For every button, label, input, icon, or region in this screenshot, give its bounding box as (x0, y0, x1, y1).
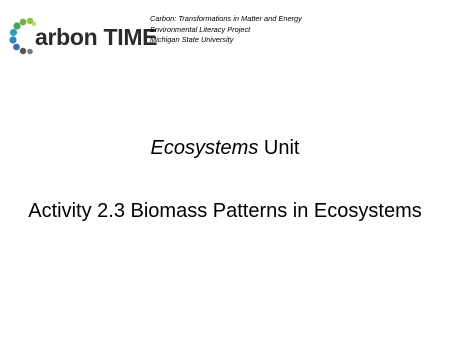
carbon-time-logo (8, 14, 158, 56)
activity-title: Activity 2.3 Biomass Patterns in Ecosystems (28, 200, 422, 222)
logo-subtitle (150, 14, 302, 46)
logo-wordmark: arbon TIME (35, 24, 158, 50)
subtitle-line: Environmental Literacy Project (150, 24, 251, 34)
unit-title (0, 136, 450, 160)
unit-suffix: Unit (258, 137, 300, 159)
subtitle-line: Carbon: Transformations in Matter and Energy (150, 14, 302, 23)
unit-name: Ecosystems (150, 137, 259, 159)
subtitle-line: Michigan State University (150, 35, 234, 44)
